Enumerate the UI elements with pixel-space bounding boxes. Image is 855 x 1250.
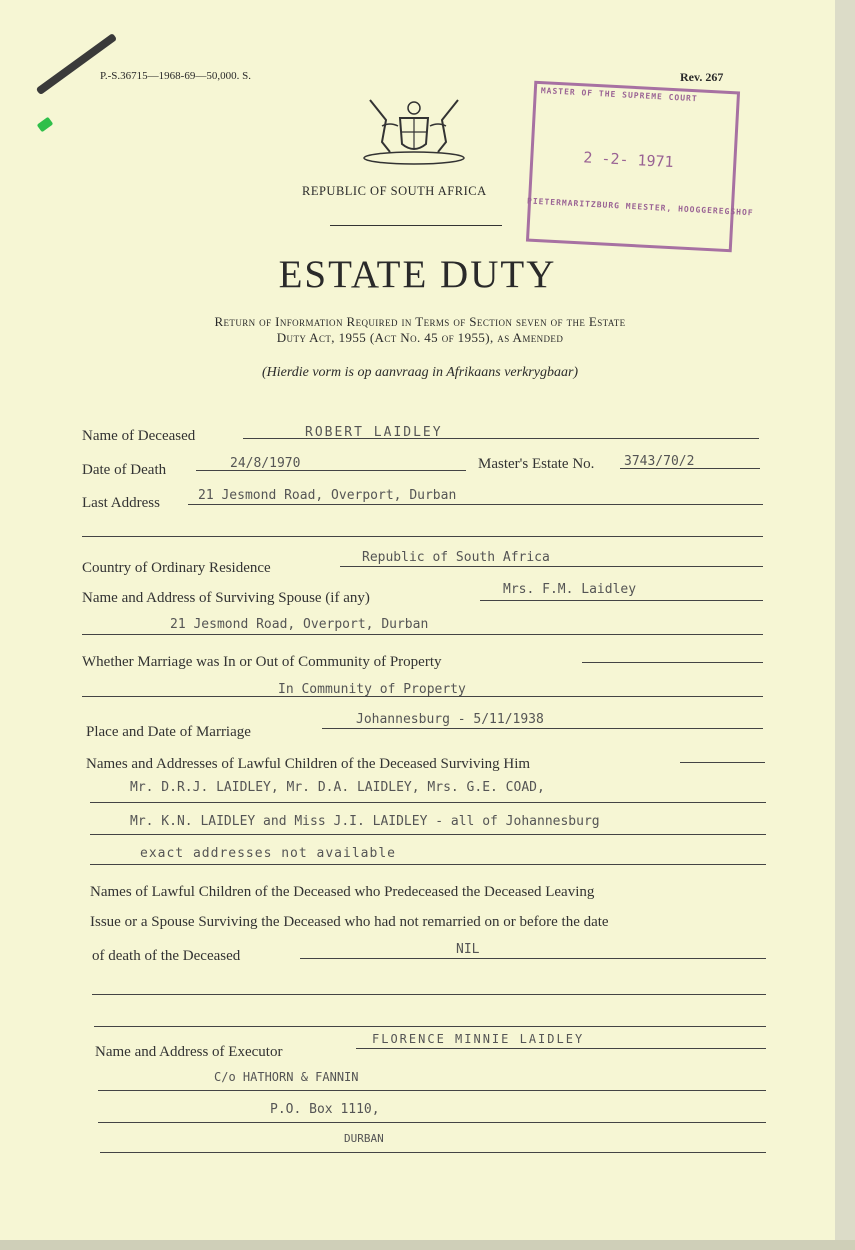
last-address-label: Last Address [82, 495, 160, 511]
marriage-place-date-line [322, 728, 763, 729]
predeceased-children-value: NIL [456, 942, 480, 957]
afrikaans-availability-note: (Hierdie vorm is op aanvraag in Afrikaans verkrygbaar) [261, 365, 579, 380]
predeceased-children-line2 [92, 994, 766, 995]
page-bottom-edge [0, 1240, 855, 1250]
executor-label: Name and Address of Executor [95, 1044, 283, 1060]
surviving-spouse-address: 21 Jesmond Road, Overport, Durban [170, 617, 429, 632]
executor-line4 [100, 1152, 766, 1153]
surviving-spouse-line [480, 600, 763, 601]
executor-address-line2: P.O. Box 1110, [270, 1102, 380, 1117]
deceased-name-value: ROBERT LAIDLEY [305, 425, 443, 440]
predeceased-children-label-line2: Issue or a Spouse Surviving the Deceased who had not remarried on or before the date [90, 914, 609, 930]
executor-address-line3: DURBAN [344, 1132, 384, 1145]
last-address-line [188, 504, 763, 505]
masters-estate-value: 3743/70/2 [624, 454, 695, 469]
lawful-children-line [680, 762, 765, 763]
heading-divider [330, 225, 502, 226]
date-of-death-value: 24/8/1970 [230, 456, 301, 471]
executor-address-line1: C/o HATHORN & FANNIN [214, 1070, 359, 1084]
last-address-extra-line [82, 536, 763, 537]
lawful-children-value-line3: exact addresses not available [140, 846, 396, 861]
marriage-property-line [582, 662, 763, 663]
executor-line2 [98, 1090, 766, 1091]
marriage-place-date-label: Place and Date of Marriage [86, 724, 251, 740]
lawful-children-line4 [90, 864, 766, 865]
surviving-spouse-label: Name and Address of Surviving Spouse (if any) [82, 590, 370, 606]
marriage-place-date-value: Johannesburg - 5/11/1938 [356, 712, 544, 727]
surviving-spouse-value: Mrs. F.M. Laidley [503, 582, 637, 597]
deceased-name-label: Name of Deceased [82, 428, 196, 444]
lawful-children-label: Names and Addresses of Lawful Children of the Deceased Surviving Him [86, 756, 531, 772]
predeceased-children-label-line3: of death of the Deceased [92, 948, 241, 964]
surviving-spouse-line2 [82, 634, 763, 635]
form-revision: Rev. 267 [680, 70, 724, 84]
executor-line [356, 1048, 766, 1049]
predeceased-children-line3 [94, 1026, 766, 1027]
form-title: ESTATE DUTY [278, 253, 557, 296]
page-edge [835, 0, 855, 1250]
stamp-bottom-text: PIETERMARITZBURG MEESTER, HOOGGEREGSHOF [526, 196, 754, 218]
masters-estate-label: Master's Estate No. [478, 456, 595, 472]
stamp-top-text: MASTER OF THE SUPREME COURT [540, 86, 698, 104]
date-of-death-label: Date of Death [82, 462, 167, 478]
lawful-children-value-line1: Mr. D.R.J. LAIDLEY, Mr. D.A. LAIDLEY, Mrs. G.E. COAD, [130, 780, 545, 795]
stamp-date: 2 -2- 1971 [582, 148, 675, 172]
last-address-value: 21 Jesmond Road, Overport, Durban [198, 488, 457, 503]
executor-line3 [98, 1122, 766, 1123]
country-heading: REPUBLIC OF SOUTH AFRICA [302, 184, 487, 198]
form-reference: P.-S.36715—1968-69—50,000. S. [100, 70, 251, 82]
predeceased-children-label-line1: Names of Lawful Children of the Deceased who Predeceased the Deceased Leaving [90, 884, 595, 900]
lawful-children-line3 [90, 834, 766, 835]
country-residence-label: Country of Ordinary Residence [82, 560, 271, 576]
executor-name-value: FLORENCE MINNIE LAIDLEY [372, 1032, 585, 1046]
master-court-stamp [526, 81, 754, 253]
lawful-children-value-line2: Mr. K.N. LAIDLEY and Miss J.I. LAIDLEY - all of Johannesburg [130, 814, 600, 829]
form-subtitle-line2: Duty Act, 1955 (Act No. 45 of 1955), as Amended [276, 330, 564, 345]
coat-of-arms-icon [362, 96, 466, 166]
marriage-property-label: Whether Marriage was In or Out of Community of Property [82, 654, 442, 670]
marriage-property-value: In Community of Property [278, 682, 466, 697]
lawful-children-line2 [90, 802, 766, 803]
country-residence-value: Republic of South Africa [362, 550, 550, 565]
predeceased-children-line [300, 958, 766, 959]
country-residence-line [340, 566, 763, 567]
form-subtitle-line1: Return of Information Required in Terms of Section seven of the Estate [214, 314, 626, 329]
